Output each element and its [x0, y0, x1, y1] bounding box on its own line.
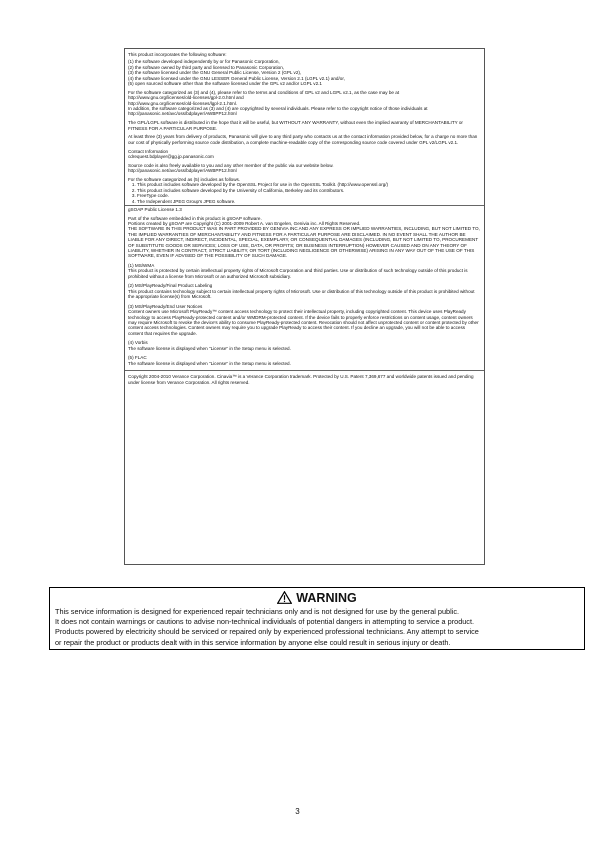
- ms-playready-notices: [128, 304, 481, 336]
- warning-line: Products powered by electricity should be serviced or repaired only by experienced professional technicians. Any attempt to service: [55, 627, 479, 637]
- third-party-item: 3. FreeType code.: [137, 193, 481, 198]
- warning-box: [49, 587, 585, 650]
- vorbis-license: [128, 340, 481, 351]
- ms-wma-license: [128, 263, 481, 279]
- ms-playready-labeling-title: (2) MS/PlayReady/Final Product Labeling: [128, 283, 213, 289]
- gsoap-title: gSOAP Public License 1.3: [128, 207, 182, 213]
- software-list-section: [128, 52, 481, 86]
- page-number: 3: [295, 807, 300, 816]
- gpl-reference-section: [128, 90, 481, 117]
- warning-title: WARNING: [296, 591, 357, 605]
- ms-playready-notices-text: Content owners use Microsoft PlayReady™ content access technology to protect their intellectual property, including copyrighted content. This device uses PlayReady technology to access PlayReady-protected content and/or WMDRM-protected content. If the device fails to properly enforce restrictions on content usage, content owners may require Microsoft to revoke the device's ability to consume PlayReady-protected content. Revocation should not affect unprotected content or content protected by other content access technologies. Content owners may require you to upgrade PlayReady to access their content. If you decline an upgrade, you will not be able to access content that requires the upgrade.: [128, 309, 479, 336]
- flac-text: The software license is displayed when "License" in the Setup menu is selected.: [128, 360, 291, 366]
- gsoap-license: [128, 207, 481, 259]
- third-party-item: 4. The Independent JPEG Group's JPEG software.: [137, 199, 481, 204]
- third-party-intro: For the software categorized as (5) includes as follows.: [128, 177, 241, 183]
- software-item: (2) the software owned by third party and licensed to Panasonic Corporation,: [128, 64, 285, 70]
- flac-title: (5) FLAC: [128, 355, 147, 361]
- contact-section: [128, 149, 481, 160]
- software-item: (5) open sourced software other than the software licensed under the GPL v2 and/or LGPL v2.1: [128, 81, 322, 87]
- gpl-reference-line: For the software categorized as (3) and (4), please refer to the terms and conditions of GPL v2 and LGPL v2.1, as the case may be at: [128, 89, 400, 95]
- warranty-section: [128, 120, 481, 131]
- gpl-link[interactable]: http://www.gnu.org/licenses/old-licenses/gpl-2.0.html and: [128, 95, 244, 101]
- source-website-link[interactable]: http://panasonic.net/avc/oss/bdplayer/AWBPP12.html: [128, 168, 237, 174]
- cinavia-notice: [128, 374, 481, 385]
- flac-license: [128, 355, 481, 366]
- warning-heading: [50, 591, 584, 605]
- source-offer-section: [128, 134, 481, 145]
- license-notice-box: [124, 48, 485, 565]
- copyright-notice-link[interactable]: http://panasonic.net/avc/oss/bdplayer/AWBPP12.html: [128, 111, 237, 117]
- warranty-text: The GPL/LGPL software is distributed in the hope that it will be useful, but WITHOUT ANY WARRANTY, without even the implied warranty of MERCHANTABILITY or FITNESS FOR A PARTICULAR PURPOSE.: [128, 120, 463, 131]
- ms-wma-title: (1) MS/WMA: [128, 262, 155, 268]
- additional-licenses-section: [128, 206, 481, 385]
- ms-playready-labeling-text: This product contains technology subject to certain intellectual property rights of Microsoft. Use or distribution of this technology outside of this product is prohibited without the appropriate license(s) from Microsoft.: [128, 288, 475, 300]
- warning-triangle-icon: [277, 591, 292, 604]
- third-party-item: 1. This product includes software developed by the OpenSSL Project for use in the OpenSSL Toolkit. (http://www.openssl.org/): [137, 182, 481, 187]
- lgpl-link[interactable]: http://www.gnu.org/licenses/old-licenses/lgpl-2.1.html.: [128, 100, 238, 106]
- software-item: (1) the software developed independently by or for Panasonic Corporation,: [128, 59, 280, 65]
- ms-playready-labeling: [128, 283, 481, 299]
- cinavia-text: Copyright 2004-2010 Verance Corporation. Cinavia™ is a Verance Corporation trademark. Protected by U.S. Patent 7,369,677 and worldwide patents issued and pending under license from Verance Corporation. All rights reserved.: [128, 374, 474, 385]
- software-item: (3) the software licensed under the GNU General Public License, Version 2 (GPL v2),: [128, 70, 302, 76]
- section-divider: [125, 370, 484, 371]
- third-party-item: 2. This product includes software developed by the University of California, Berkeley and its contributors.: [137, 188, 481, 193]
- third-party-section: [128, 177, 481, 204]
- warning-text: [55, 607, 581, 648]
- vorbis-text: The software license is displayed when "License" in the Setup menu is selected.: [128, 345, 291, 351]
- copyright-notice-line: In addition, the software categorized as (3) and (4) are copyrighted by several individuals. Please refer to the copyright notice of those individuals at: [128, 106, 428, 112]
- software-intro: This product incorporates the following software:: [128, 52, 227, 57]
- source-website-section: [128, 163, 481, 174]
- warning-line: or repair the product or products dealt with in this service information by anyone else could result in serious injury or death.: [55, 637, 451, 647]
- contact-label: Contact Information: [128, 148, 169, 154]
- source-website-text: Source code is also freely available to you and any other member of the public via our website below.: [128, 162, 334, 168]
- source-offer-text: At least three (3) years from delivery of products, Panasonic will give to any third party who contacts us at the contact information provided below, for a charge no more than our cost of physically performing source code distribution, a complete machine-readable copy of the corresponding source code covered under GPL v2/LGPL v2.1.: [128, 134, 478, 145]
- warning-line: This service information is designed for experienced repair technicians only and is not designed for use by the general public.: [55, 607, 459, 616]
- gsoap-line: Portions created by gSOAP are Copyright (C) 2001-2009 Robert A. van Engelen, Genivia inc. All Rights Reserved.: [128, 220, 361, 226]
- warning-line: It does not contain warnings or cautions to advise non-technical individuals of potential dangers in attempting to service a product.: [55, 617, 475, 627]
- contact-email[interactable]: cdrequest.bdplayer@gg.jp.panasonic.com: [128, 154, 214, 160]
- gsoap-line: Part of the software embedded in this product is gSOAP software.: [128, 215, 262, 221]
- software-item: (4) the software licensed under the GNU LESSER General Public License, Version 2.1 (LGPL v2.1) and/or,: [128, 75, 345, 81]
- vorbis-title: (4) Vorbis: [128, 340, 148, 346]
- ms-playready-notices-title: (3) MS/PlayReady/End User Notices: [128, 303, 203, 309]
- ms-wma-text: This product is protected by certain intellectual property rights of Microsoft Corporation and third parties. Use or distribution of such technology outside of this product is prohibited without a license from Microsoft or an authorized Microsoft subsidiary.: [128, 268, 468, 279]
- gsoap-disclaimer: THE SOFTWARE IN THIS PRODUCT WAS IN PART PROVIDED BY GENIVIA INC AND ANY EXPRESS OR IMPLIED WARRANTIES, INCLUDING, BUT NOT LIMITED TO, THE IMPLIED WARRANTIES OF MERCHANTABILITY AND FITNESS FOR A PARTICULAR PURPOSE ARE DISCLAIMED. IN NO EVENT SHALL THE AUTHOR BE LIABLE FOR ANY DIRECT, INDIRECT, INCIDENTAL, SPECIAL, EXEMPLARY, OR CONSEQUENTIAL DAMAGES (INCLUDING, BUT NOT LIMITED TO, PROCUREMENT OF SUBSTITUTE GOODS OR SERVICES; LOSS OF USE, DATA, OR PROFITS; OR BUSINESS INTERRUPTION) HOWEVER CAUSED AND ON ANY THEORY OF LIABILITY, WHETHER IN CONTRACT, STRICT LIABILITY, OR TORT (INCLUDING NEGLIGENCE OR OTHERWISE) ARISING IN ANY WAY OUT OF THE USE OF THIS SOFTWARE, EVEN IF ADVISED OF THE POSSIBILITY OF SUCH DAMAGE.: [128, 226, 480, 259]
